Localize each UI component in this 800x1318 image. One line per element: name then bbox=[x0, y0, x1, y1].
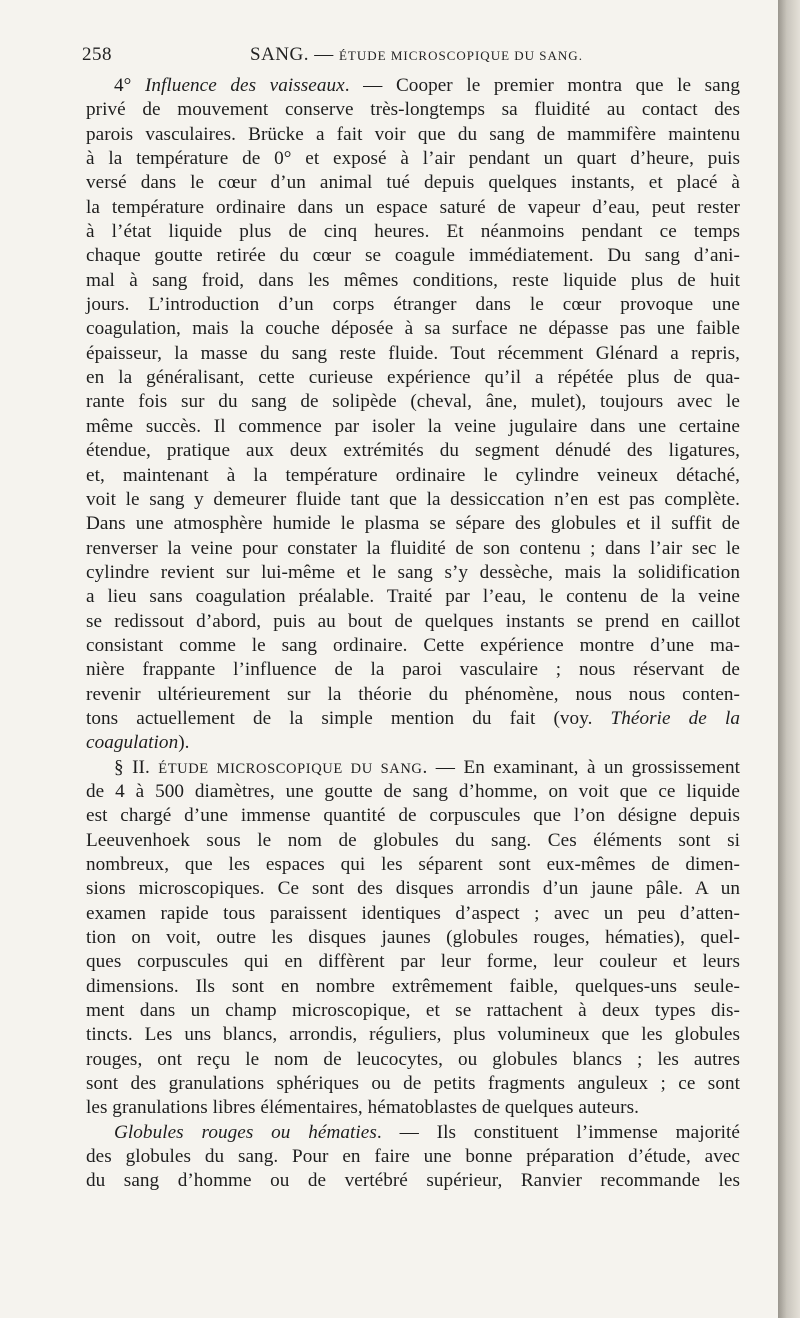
text-run: § II. bbox=[114, 756, 159, 778]
text-run: nombreux, que les espaces qui les séparent sont eux-mêmes de dimen- bbox=[86, 854, 740, 875]
text-run: revenir ultérieurement sur la théorie du phénomène, nous nous conten- bbox=[86, 683, 740, 705]
text-run: tons actuellement de la simple mention du fait (voy. bbox=[86, 707, 611, 729]
text-line bbox=[86, 439, 740, 463]
text-line bbox=[86, 853, 740, 877]
text-line bbox=[86, 98, 740, 122]
text-run: se redissout d’abord, puis au bout de quelques instants se prend en caillot bbox=[86, 610, 740, 632]
running-head-main: SANG. — bbox=[250, 44, 339, 65]
text-run: a lieu sans coagulation préalable. Traité par l’eau, le contenu de la veine bbox=[86, 586, 740, 608]
text-run: tincts. Les uns blancs, arrondis, réguliers, plus volumineux que les globules bbox=[86, 1024, 740, 1046]
text-line bbox=[86, 342, 740, 366]
text-run: consistant comme le sang ordinaire. Cette expérience montre d’une ma- bbox=[86, 634, 740, 656]
text-line bbox=[86, 1023, 740, 1047]
text-line bbox=[86, 244, 740, 268]
text-run: et, maintenant à la température ordinaire le cylindre veineux détaché, bbox=[86, 464, 740, 486]
text-run: à l’état liquide plus de cinq heures. Et néanmoins pendant ce temps bbox=[86, 221, 740, 243]
running-head-subtitle: ÉTUDE MICROSCOPIQUE DU SANG. bbox=[338, 48, 583, 63]
text-line bbox=[86, 220, 740, 244]
text-line bbox=[86, 366, 740, 390]
page-number: 258 bbox=[82, 44, 112, 65]
text-line bbox=[86, 1169, 740, 1193]
text-line bbox=[86, 999, 740, 1023]
text-line bbox=[86, 390, 740, 414]
text-run: ). bbox=[178, 732, 190, 754]
text-run: . — En examinant, à un grossissement bbox=[422, 756, 740, 778]
text-run: renverser la veine pour constater la fluidité de son contenu ; dans l’air sec le bbox=[86, 537, 740, 559]
text-line bbox=[86, 293, 740, 317]
text-run: du sang d’homme ou de vertébré supérieur, Ranvier recommande les bbox=[86, 1170, 740, 1192]
text-run: chaque goutte retirée du cœur se coagule immédiatement. Du sang d’ani- bbox=[86, 245, 740, 267]
text-run: tion on voit, outre les disques jaunes (globules rouges, hématies), quel- bbox=[86, 927, 740, 949]
text-line bbox=[86, 1145, 740, 1169]
italic-text: Théorie de la bbox=[610, 707, 740, 729]
text-line bbox=[86, 731, 740, 755]
text-run: rouges, ont reçu le nom de leucocytes, ou globules blancs ; les autres bbox=[86, 1048, 740, 1070]
text-run: est chargé d’une immense quantité de corpuscules que l’on désigne depuis bbox=[86, 805, 740, 827]
text-line bbox=[86, 610, 740, 634]
text-line bbox=[86, 1121, 740, 1145]
text-run: . — Cooper le premier montra que le sang bbox=[344, 75, 740, 96]
text-run: Dans une atmosphère humide le plasma se sépare des globules et il suffit de bbox=[86, 513, 740, 535]
text-run: ment dans un champ microscopique, et se rattachent à deux types dis- bbox=[86, 1000, 740, 1022]
running-head bbox=[250, 44, 583, 66]
italic-text: Influence des vaisseaux bbox=[144, 75, 345, 96]
text-run: mal à sang froid, dans les mêmes conditions, reste liquide plus de huit bbox=[86, 269, 740, 291]
text-line bbox=[86, 74, 740, 98]
text-line bbox=[86, 683, 740, 707]
text-line bbox=[86, 415, 740, 439]
italic-text: Globules rouges ou hématies bbox=[114, 1121, 377, 1143]
text-run: privé de mouvement conserve très-longtemps sa fluidité au contact des bbox=[86, 99, 740, 121]
text-run: versé dans le cœur d’un animal tué depuis quelques instants, et placé à bbox=[86, 172, 740, 194]
text-line bbox=[86, 171, 740, 195]
text-line bbox=[86, 585, 740, 609]
text-run: des globules du sang. Pour en faire une bonne préparation d’étude, avec bbox=[86, 1146, 740, 1168]
text-run: ques corpuscules qui en diffèrent par leur forme, leur couleur et leurs bbox=[86, 951, 740, 973]
text-run: cylindre revient sur lui-même et le sang s’y dessèche, mais la solidification bbox=[86, 561, 740, 583]
italic-text: coagulation bbox=[86, 732, 179, 754]
text-line bbox=[86, 634, 740, 658]
text-run: à la température de 0° et exposé à l’air pendant un quart d’heure, puis bbox=[86, 148, 740, 170]
text-line bbox=[86, 488, 740, 512]
text-line bbox=[86, 537, 740, 561]
text-line bbox=[86, 829, 740, 853]
text-run: étendue, pratique aux deux extrémités du segment dénudé des ligatures, bbox=[86, 440, 740, 462]
text-run: coagulation, mais la couche déposée à sa surface ne dépasse pas une faible bbox=[86, 318, 740, 340]
text-line bbox=[86, 950, 740, 974]
text-run: en la généralisant, cette curieuse expérience qu’il a répétée plus de qua- bbox=[86, 367, 740, 389]
text-run: 4° bbox=[114, 75, 145, 96]
text-run: Leeuvenhoek sous le nom de globules du sang. Ces éléments sont si bbox=[86, 829, 740, 851]
text-run: . — Ils constituent l’immense majorité bbox=[376, 1121, 740, 1143]
text-run: jours. L’introduction d’un corps étranger dans le cœur provoque une bbox=[86, 294, 740, 316]
text-line bbox=[86, 464, 740, 488]
text-run: de 4 à 500 diamètres, une goutte de sang d’homme, on voit que ce liquide bbox=[86, 780, 740, 802]
text-line bbox=[86, 512, 740, 536]
text-line bbox=[86, 123, 740, 147]
text-run: même succès. Il commence par isoler la veine jugulaire dans une certaine bbox=[86, 415, 740, 437]
book-page-edge bbox=[778, 0, 800, 1318]
text-run: parois vasculaires. Brücke a fait voir que du sang de mammifère maintenu bbox=[86, 123, 740, 145]
page-header bbox=[82, 44, 740, 70]
text-line bbox=[86, 1072, 740, 1096]
text-run: sont des granulations sphériques ou de petits fragments anguleux ; ce sont bbox=[86, 1073, 740, 1095]
text-run: la température ordinaire dans un espace saturé de vapeur d’eau, peut rester bbox=[86, 196, 740, 218]
text-line bbox=[86, 658, 740, 682]
text-line bbox=[86, 147, 740, 171]
text-line bbox=[86, 196, 740, 220]
text-run: épaisseur, la masse du sang reste fluide. Tout récemment Glénard a repris, bbox=[86, 342, 740, 364]
text-line bbox=[86, 561, 740, 585]
text-run: sions microscopiques. Ce sont des disques arrondis d’un jaune pâle. A un bbox=[86, 878, 740, 900]
text-run: nière frappante l’influence de la paroi vasculaire ; nous réservant de bbox=[86, 659, 740, 681]
text-line bbox=[86, 926, 740, 950]
body-text bbox=[86, 74, 740, 1194]
text-line bbox=[86, 269, 740, 293]
text-run: voit le sang y demeurer fluide tant que la dessiccation n’en est pas complète. bbox=[86, 488, 740, 510]
text-line bbox=[86, 804, 740, 828]
text-line bbox=[86, 317, 740, 341]
text-line bbox=[86, 1048, 740, 1072]
small-caps-text: ÉTUDE MICROSCOPIQUE DU SANG bbox=[158, 760, 423, 777]
text-line bbox=[86, 975, 740, 999]
text-line bbox=[86, 780, 740, 804]
text-line bbox=[86, 902, 740, 926]
text-line bbox=[86, 707, 740, 731]
text-line bbox=[86, 756, 740, 780]
text-run: dimensions. Ils sont en nombre extrêmement faible, quelques-uns seule- bbox=[86, 975, 740, 997]
text-run: rante fois sur du sang de solipède (cheval, âne, mulet), toujours avec le bbox=[86, 391, 740, 413]
text-line bbox=[86, 1096, 740, 1120]
text-run: les granulations libres élémentaires, hématoblastes de quelques auteurs. bbox=[86, 1097, 639, 1119]
text-line bbox=[86, 877, 740, 901]
text-run: examen rapide tous paraissent identiques d’aspect ; avec un peu d’atten- bbox=[86, 902, 740, 924]
